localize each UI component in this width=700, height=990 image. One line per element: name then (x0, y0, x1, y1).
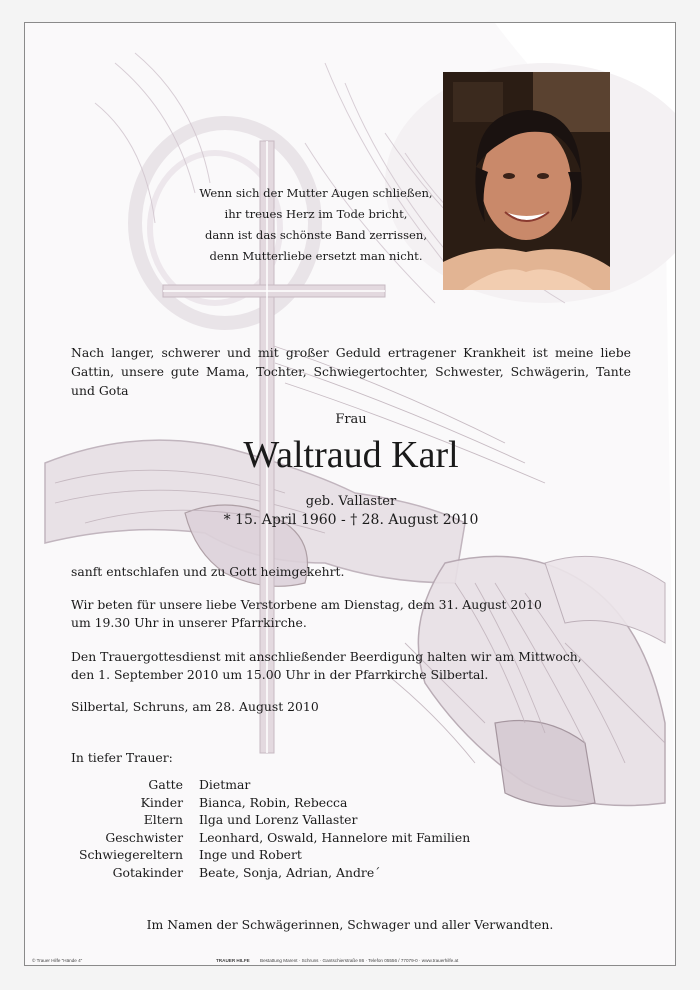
mourner-row (71, 829, 470, 847)
mourner-names: Leonhard, Oswald, Hannelore mit Familien (199, 829, 471, 845)
mourner-names: Bianca, Robin, Rebecca (199, 794, 348, 810)
poem-line: ihr treues Herz im Tode bricht, (224, 207, 408, 221)
footer-brand: TRAUER HILFE (216, 958, 250, 963)
mourner-row (71, 776, 470, 794)
mourner-row (71, 846, 470, 864)
mourner-role: Kinder (140, 794, 183, 810)
place-date: Silbertal, Schruns, am 28. August 2010 (71, 699, 319, 714)
funeral-info: Den Trauergottesdienst mit anschließender Beerdigung halten wir am Mittwoch, den 1. September 2010 um 15.00 Uhr in der Pfarrkirche Silbertal. (71, 649, 582, 682)
mourner-role: Gotakinder (112, 864, 183, 880)
footer-copyright: © Trauer Hilfe "Hände 4" (32, 958, 83, 963)
mourner-role: Gatte (148, 777, 183, 792)
mourner-row (71, 811, 470, 829)
mourning-heading: In tiefer Trauer: (71, 750, 173, 765)
poem-line: denn Mutterliebe ersetzt man nicht. (209, 249, 423, 263)
obituary-card (24, 22, 676, 966)
mourner-names: Ilga und Lorenz Vallaster (199, 812, 358, 827)
intro-text: Nach langer, schwerer und mit großer Geduld ertragener Krankheit ist meine liebe Gattin, unsere gute Mama, Tochter, Schwiegertochter, Schwester, Schwägerin, Tante und Gota (71, 345, 631, 398)
deceased-name: Waltraud Karl (243, 434, 459, 476)
passing-note: sanft entschlafen und zu Gott heimgekehrt. (71, 564, 345, 579)
prayer-info: Wir beten für unsere liebe Verstorbene am Dienstag, dem 31. August 2010 um 19.30 Uhr in unserer Pfarrkirche. (71, 597, 542, 630)
birth-name: geb. Vallaster (305, 494, 397, 509)
mourner-row (71, 864, 470, 882)
mourner-names: Inge und Robert (199, 847, 302, 862)
poem-line: dann ist das schönste Band zerrissen, (204, 228, 428, 242)
poem-line: Wenn sich der Mutter Augen schließen, (199, 186, 433, 200)
closing-line: Im Namen der Schwägerinnen, Schwager und aller Verwandten. (146, 917, 554, 932)
mourner-names: Dietmar (199, 777, 251, 792)
mourner-role: Eltern (143, 812, 183, 827)
mourner-role: Geschwister (105, 829, 183, 845)
mourners-list (71, 776, 470, 881)
footer-contact: Bestattung Marent · Schruns · Gantschierstraße 86 · Telefon 05556 / 77079-0 · www.trauerhilfe.at (260, 958, 459, 963)
mourner-row (71, 794, 470, 812)
life-dates: * 15. April 1960 - † 28. August 2010 (223, 512, 479, 528)
mourner-role: Schwiegereltern (78, 847, 183, 862)
portrait-photo (443, 72, 610, 290)
salutation: Frau (335, 412, 367, 427)
mourner-names: Beate, Sonja, Adrian, Andre´ (199, 864, 381, 880)
